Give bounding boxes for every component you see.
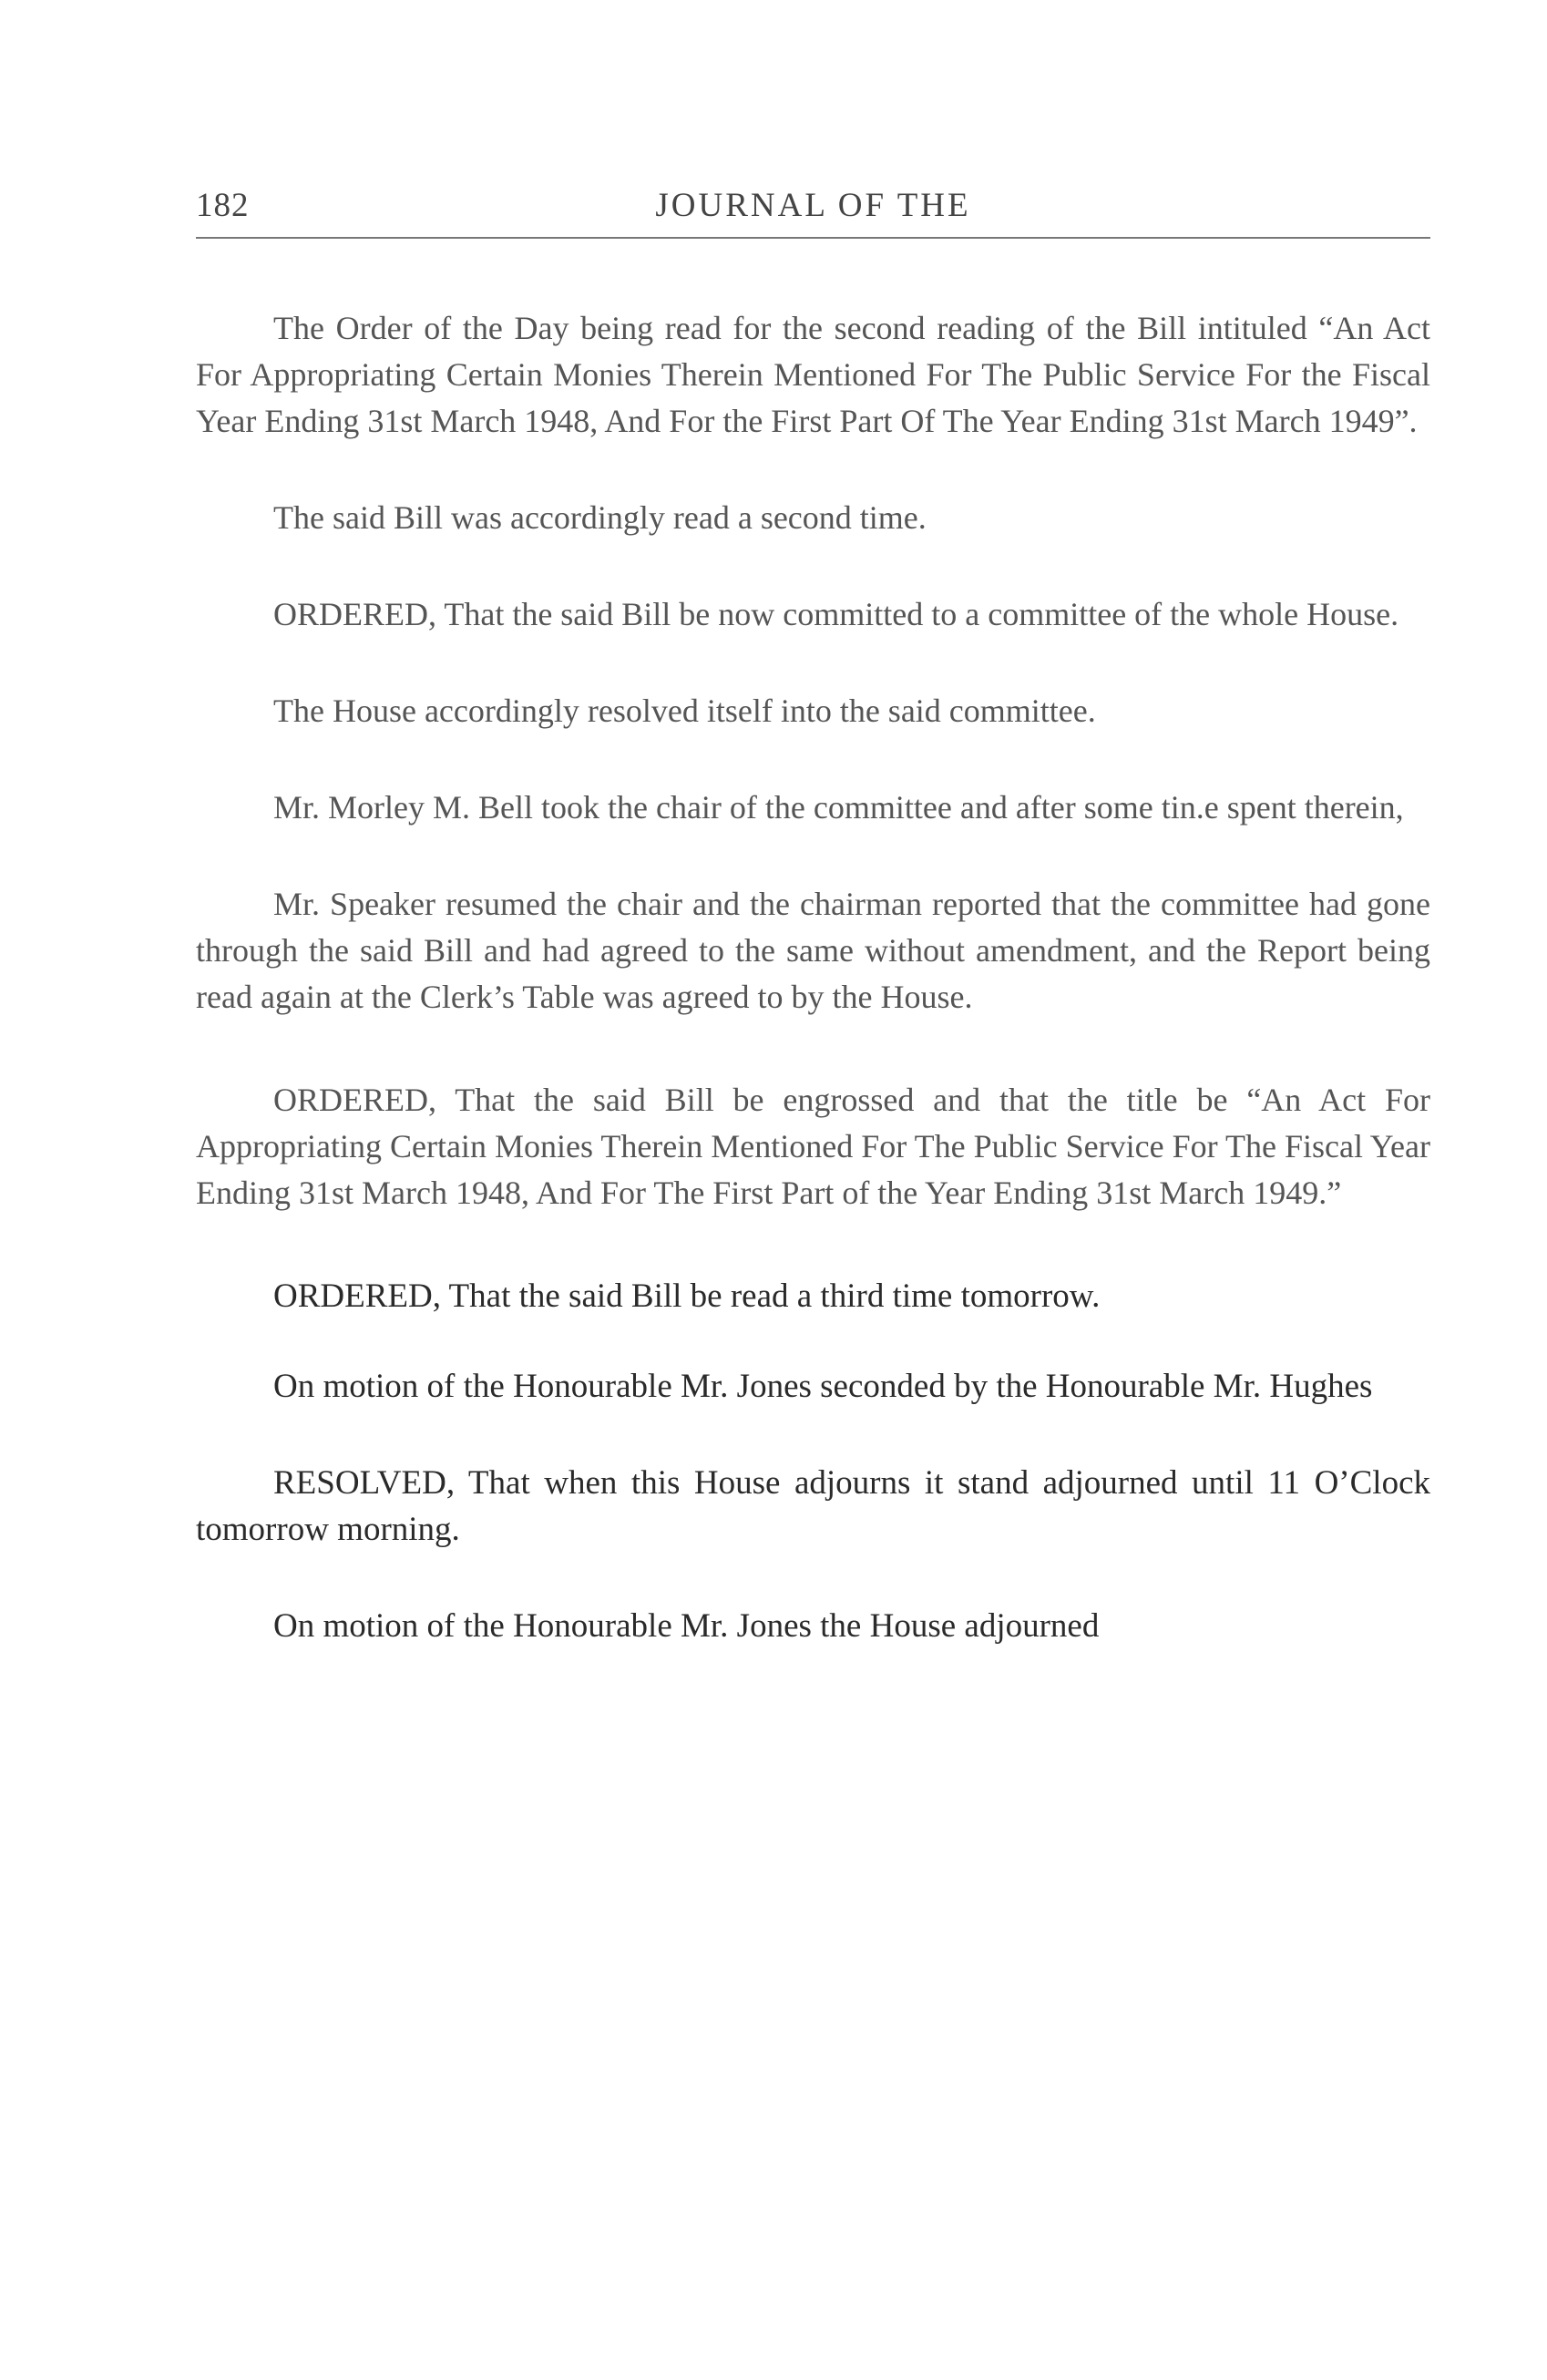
journal-body (196, 305, 1430, 1649)
paragraph-resolved-adjourn: RESOLVED, That when this House adjourns it stand adjourned until 11 O’Clock tomorrow morning. (196, 1464, 1430, 1548)
running-head: JOURNAL OF THE (655, 187, 971, 224)
paragraph-ordered-committed: ORDERED, That the said Bill be now committed to a committee of the whole House. (273, 596, 1399, 632)
header-rule (196, 237, 1430, 239)
paragraph-ordered-engrossed: ORDERED, That the said Bill be engrossed and that the title be “An Act For Appropriating Certain Monies Therein Mentioned For The Public Service For The Fiscal Year Ending 31st March 1948, And For The First Part of the Year Ending 31st March 1949.” (196, 1082, 1430, 1211)
paragraph-house-resolved: The House accordingly resolved itself into the said committee. (273, 692, 1096, 729)
paragraph-second-reading: The Order of the Day being read for the second reading of the Bill intituled “An Act For Appropriating Certain Monies Therein Mentioned For The Public Service For the Fiscal Year Ending 31st March 1948, And For the First Part Of The Year Ending 31st March 1949”. (196, 310, 1430, 439)
paragraph-motion-seconded: On motion of the Honourable Mr. Jones seconded by the Honourable Mr. Hughes (273, 1368, 1373, 1405)
paragraph-house-adjourned: On motion of the Honourable Mr. Jones the House adjourned (273, 1607, 1100, 1645)
paragraph-read-second-time: The said Bill was accordingly read a second time. (273, 499, 927, 536)
paragraph-third-reading: ORDERED, That the said Bill be read a third time tomorrow. (273, 1277, 1101, 1315)
page-header (196, 182, 1430, 239)
paragraph-speaker-resumed: Mr. Speaker resumed the chair and the chairman reported that the committee had gone through the said Bill and had agreed to the same without amendment, and the Report being read again at the Clerk’s Table was agreed to by the House. (196, 886, 1430, 1015)
paragraph-chair-taken: Mr. Morley M. Bell took the chair of the committee and after some tin.e spent therein, (273, 789, 1404, 826)
page-number: 182 (196, 187, 250, 224)
